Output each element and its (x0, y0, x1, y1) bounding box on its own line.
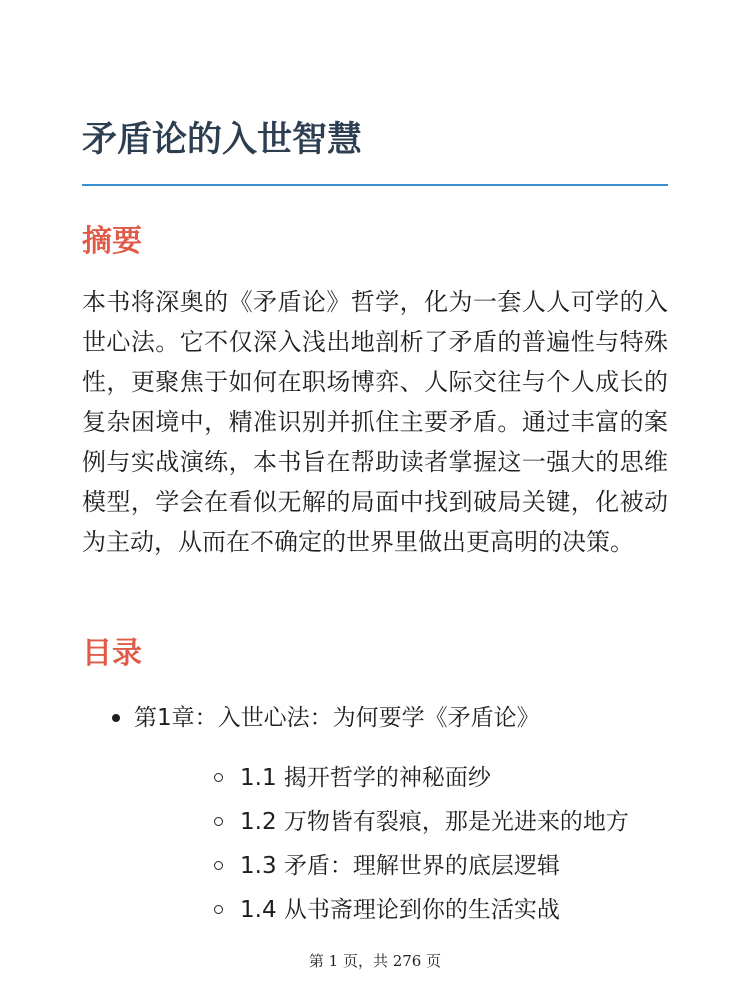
toc-list (82, 698, 668, 923)
toc-section-label: 1.1 揭开哲学的神秘面纱 (240, 765, 491, 791)
toc-sections-list (134, 756, 668, 932)
abstract-body: 本书将深奥的《矛盾论》哲学，化为一套人人可学的入世心法。它不仅深入浅出地剖析了矛盾的普遍性与特殊性，更聚焦于如何在职场博弈、人际交往与个人成长的复杂困境中，精准识别并抓住主要矛盾。通过丰富的案例与实战演练，本书旨在帮助读者掌握这一强大的思维模型，学会在看似无解的局面中找到破局关键，化被动为主动，从而在不确定的世界里做出更高明的决策。 (82, 288, 668, 556)
toc-section-label: 1.2 万物皆有裂痕，那是光进来的地方 (240, 809, 629, 835)
section-bullet-icon (214, 861, 223, 870)
section-bullet-icon (214, 905, 223, 914)
section-bullet-icon (214, 773, 223, 782)
abstract-heading: 摘要 (82, 224, 142, 259)
toc-chapter-label: 第1章：入世心法：为何要学《矛盾论》 (134, 705, 540, 731)
toc-section-item (134, 844, 668, 888)
section-bullet-icon (214, 817, 223, 826)
toc-section-item (134, 756, 668, 800)
title-divider (82, 184, 668, 186)
toc-section-item (134, 800, 668, 844)
page-number-footer: 第 1 页，共 276 页 (308, 952, 442, 970)
toc-section-label: 1.3 矛盾：理解世界的底层逻辑 (240, 853, 560, 879)
document-page (82, 0, 668, 1000)
toc-section-label: 1.4 从书斋理论到你的生活实战 (240, 897, 560, 923)
toc-heading: 目录 (82, 636, 142, 671)
chapter-bullet-icon (112, 714, 120, 722)
toc-chapter-1 (82, 698, 668, 923)
toc-section-item (134, 888, 668, 932)
document-title: 矛盾论的入世智慧 (82, 120, 363, 160)
